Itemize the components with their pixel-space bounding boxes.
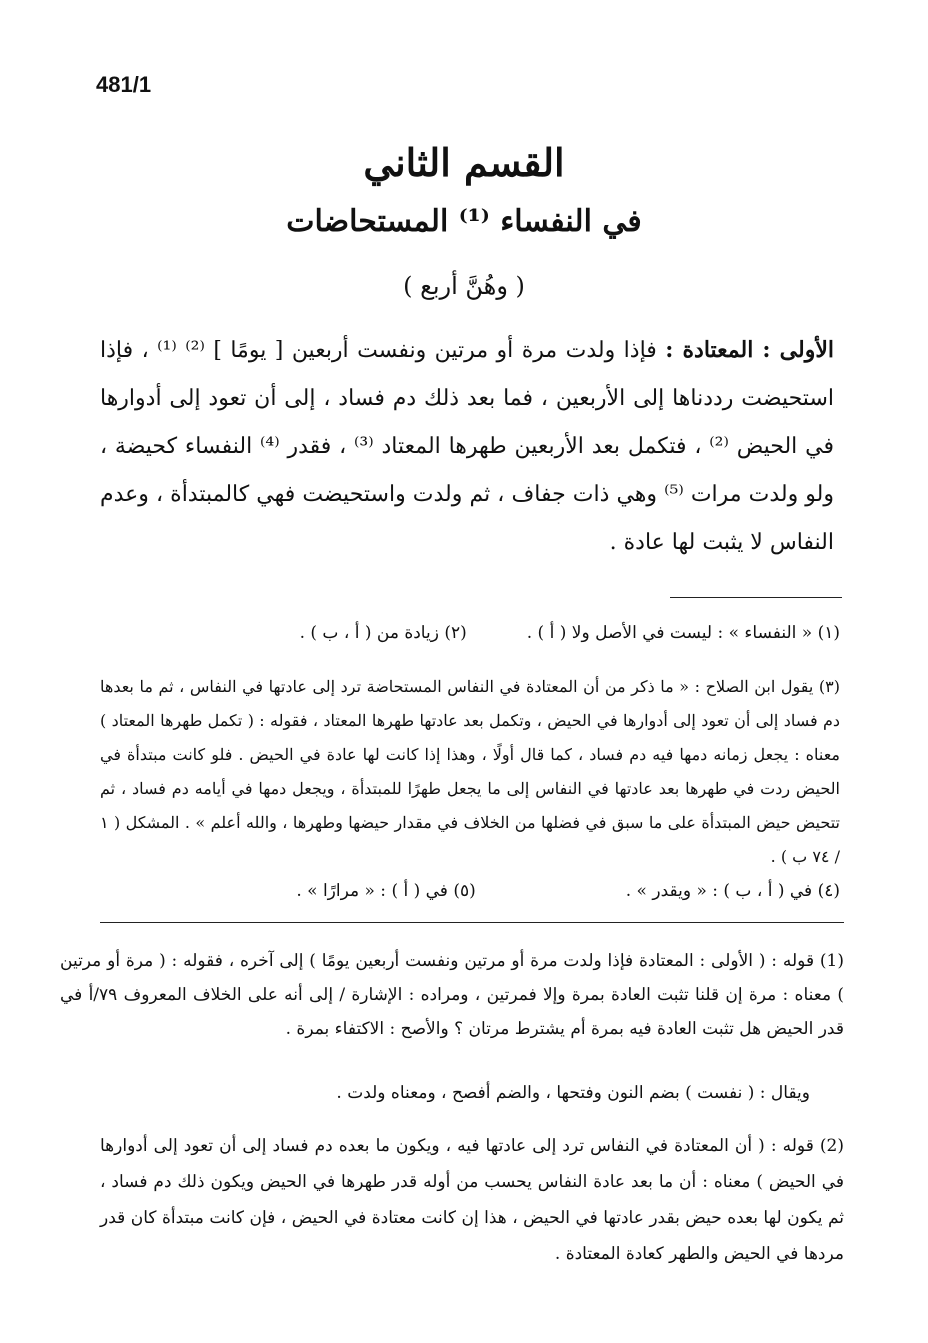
footnote-3: (٣) يقول ابن الصلاح : « ما ذكر من أن المعتادة في النفاس المستحاضة ترد إلى عادتها في النفاس ، ثم ما بعدها دم فساد إلى أن تعود إلى أدوارها في الحيض ، وتكمل بعد عادتها طهرها المعتاد ، فقوله : ( تكمل طهرها المعتاد ) معناه : يجعل زمانه دمها فيه دم فساد ، كما قال أولًا ، وهذا إذا كانت لها عادة في الحيض . فلو كانت مبتدأة في الحيض ردت في طهرها بعد عادتها في النفاس إلى ما يجعل طهرًا للمبتدأة ، ويجعل دمها في أيامه دم فساد ، ثم تتحيض حيض المبتدأة على ما سبق في فضلها من الخلاف في مقدار حيضها وطهرها ، والله أعلم » . المشكل ( ١ / ٧٤ ب ) . [100, 677, 841, 866]
footnote-5: (٥) في ( أ ) : « مرارًا » . [296, 881, 476, 901]
paragraph-body: فإذا ولدت مرة أو مرتين ونفست أربعين [ يومًا ] ⁽²⁾ ⁽¹⁾ ، فإذا استحيضت رددناها إلى الأربعين ، فما بعد ذلك دم فساد ، إلى أن تعود إلى أدوارها في الحيض ⁽²⁾ ، فتكمل بعد الأربعين طهرها المعتاد ⁽³⁾ ، فقدر ⁽⁴⁾ النفساء كحيضة ، ولو ولدت مرات ⁽⁵⁾ وهي ذات جفاف ، ثم ولدت واستحيضت فهي كالمبتدأة ، وعدم النفاس لا يثبت لها عادة . [100, 338, 834, 555]
footnote-row-2 [100, 876, 840, 906]
footnote-4: (٤) في ( أ ، ب ) : « ويقدر » . [625, 881, 840, 901]
commentary-1: (1) قوله : ( الأولى : المعتادة فإذا ولدت مرة أو مرتين ونفست أربعين يومًا ) إلى آخره ، فقوله : ( مرة أو مرتين ) معناه : مرة إن قلنا تثبت العادة بمرة وإلا فمرتين ، ومراده : الإشارة / إلى أنه على الخلاف المعروف ٧٩/أ في قدر الحيض هل تثبت العادة فيه بمرة أم يشترط مرتان ؟ والأصح : الاكتفاء بمرة . [60, 951, 844, 1039]
commentary-1-continued: ويقال : ( نفست ) بضم النون وفتحها ، والضم أفصح ، ومعناه ولدت . [336, 1083, 810, 1103]
page-number: 481/1 [96, 72, 152, 97]
commentary-2: (2) قوله : ( أن المعتادة في النفاس ترد إلى عادتها فيه ، ويكون ما بعده دم فساد إلى أن تعود إلى أدوارها في الحيض ) معناه : أن ما بعد عادة النفاس يحسب من أوله قدر طهرها في الحيض ويكون ذلك دم فساد ، ثم يكون لها بعده حيض بقدر عادتها في الحيض ، هذا إن كانت معتادة في الحيض ، فإن كانت مبتدأة كان قدر مردها في الحيض والطهر كعادة المعتادة . [100, 1136, 844, 1264]
footnote-1: (١) « النفساء » : ليست في الأصل ولا ( أ ) . [526, 623, 840, 643]
paragraph-lead: الأولى : المعتادة : [665, 337, 834, 363]
main-paragraph [100, 326, 834, 567]
footnote-2: (٢) زيادة من ( أ ، ب ) . [299, 623, 467, 643]
commentary-separator [100, 922, 844, 923]
section-count: ( وهُنَّ أربع ) [403, 272, 525, 300]
section-subtitle: في النفساء ⁽¹⁾ المستحاضات [286, 204, 642, 239]
section-title: القسم الثاني [363, 140, 565, 185]
footnote-separator [670, 597, 842, 598]
footnote-row-1 [100, 618, 840, 648]
